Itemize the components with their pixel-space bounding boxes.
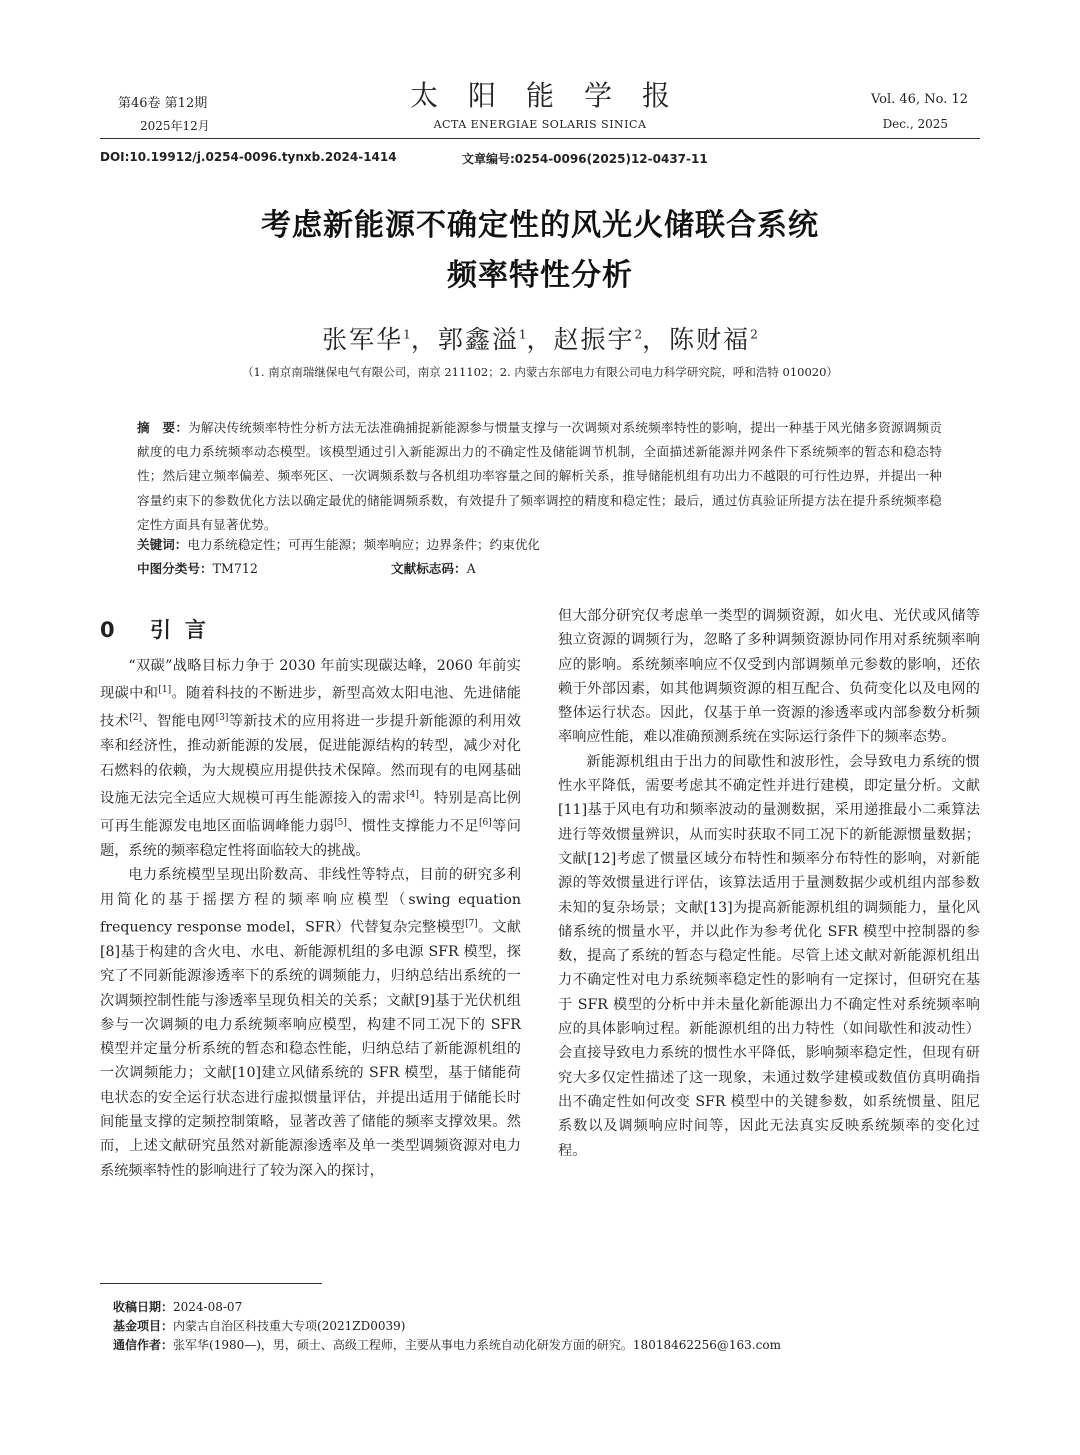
footnote-corresponding-author: 通信作者：张军华(1980—)，男，硕士、高级工程师，主要从事电力系统自动化研发方面的研究。18018462256@163.com [113, 1338, 781, 1352]
header-volume-cn: 第46卷 第12期 [118, 96, 208, 111]
footnote-rule [100, 1283, 322, 1284]
document-code [391, 558, 476, 577]
author: 张军华$^1$ [322, 325, 411, 354]
footnote-received: 收稿日期：2024-08-07 [113, 1300, 243, 1314]
keywords-text: 电力系统稳定性；可再生能源；频率响应；边界条件；约束优化 [187, 537, 540, 552]
citation-ref: [4] [406, 789, 419, 800]
doi: DOI:10.19912/j.0254-0096.tynxb.2024-1414 [100, 150, 397, 164]
citation-ref: [7] [465, 918, 478, 929]
citation-ref: [5] [334, 817, 347, 828]
affiliation: （1. 南京南瑞继保电气有限公司，南京 211102；2. 内蒙古东部电力有限公司电力科学研究院，呼和浩特 010020） [242, 365, 838, 379]
document-code-value: A [466, 561, 476, 576]
citation-ref: [2] [129, 713, 143, 724]
journal-title-cn: 太阳能学报 [409, 79, 700, 112]
classification [137, 558, 258, 577]
section-heading [100, 614, 220, 644]
body-column-right [558, 604, 980, 1163]
abstract-text: 为解决传统频率特性分析方法无法准确捕捉新能源参与惯量支撑与一次调频对系统频率特性的影响，提出一种基于风光储多资源调频贡献度的电力系统频率动态模型。该模型通过引入新能源出力的不确定性及储能调节机制，全面描述新能源并网条件下系统频率的暂态和稳态特性；然后建立频率偏差、频率死区、一次调频系数与各机组功率容量之间的解析关系，推导储能机组有功出力不越限的可行性边界，并提出一种容量约束下的参数优化方法以确定最优的储能调频系数，有效提升了频率调控的精度和稳定性；最后，通过仿真验证所提方法在提升系统频率稳定性方面具有显著优势。 [137, 420, 942, 532]
abstract-label: 摘 要： [137, 420, 189, 435]
body-paragraph [558, 604, 980, 750]
citation-ref: [6] [478, 817, 492, 828]
footnote-fund: 基金项目：内蒙古自治区科技重大专项(2021ZD0039) [113, 1319, 406, 1333]
author: 赵振宇$^2$ [553, 325, 643, 354]
keywords [137, 534, 540, 553]
abstract [137, 416, 942, 537]
document-code-label: 文献标志码： [391, 561, 467, 576]
paragraph-text: 。特别是高比例可再生能源发电地区面临调峰能力弱 [100, 790, 521, 835]
body-paragraph [100, 863, 521, 1183]
header-date-en: Dec., 2025 [882, 117, 948, 131]
body-column-left [100, 654, 521, 1183]
classification-value: TM712 [212, 561, 258, 576]
citation-ref: [3] [215, 713, 229, 724]
keywords-label: 关键词： [137, 537, 188, 552]
author-list: 张军华$^1$，郭鑫溢$^1$，赵振宇$^2$，陈财福$^2$ [322, 325, 758, 354]
paragraph-text: 等问题，系统的频率稳定性将面临较大的挑战。 [100, 818, 521, 860]
journal-title-en: ACTA ENERGIAE SOLARIS SINICA [433, 118, 647, 131]
paragraph-text: 。文献[8]基于构建的含火电、水电、新能源机组的多电源 SFR 模型，探究了不同新能源渗透率下的系统的调频能力，归纳总结出系统的一次调频控制性能与渗透率呈现负相关的关系；文献[9]基于光伏机组参与一次调频的电力系统频率响应模型，构建不同工况下的 SFR 模型并定量分析系统的暂态和稳态性能，归纳总结了新能源机组的一次调频能力；文献[10]建立风储系统的 SFR 模型，基于储能荷电状态的安全运行状态进行虚拟惯量评估，并提出适用于储能长时间能量支撑的定频控制策略，显著改善了储能的频率支撑效果。然而，上述文献研究虽然对新能源渗透率及单一类型调频资源对电力系统频率特性的影响进行了较为深入的探讨， [100, 919, 521, 1179]
paragraph-text: 、惯性支撑能力不足 [346, 818, 479, 835]
article-number: 文章编号:0254-0096(2025)12-0437-11 [462, 152, 708, 166]
paragraph-text: 等新技术的应用将进一步提升新能源的利用效率和经济性，推动新能源的发展，促进能源结构的转型，减少对化石燃料的依赖，为大规模应用提供技术保障。然而现有的电网基础设施无法完全适应大规模可再生能源接入的需求 [100, 714, 521, 807]
paragraph-text: 、智能电网 [142, 714, 216, 731]
paragraph-text: “双碳”战略目标力争于 2030 年前实现碳达峰，2060 年前实现碳中和 [100, 658, 521, 703]
paragraph-text: 但大部分研究仅考虑单一类型的调频资源，如火电、光伏或风储等独立资源的调频行为，忽略了多种调频资源协同作用对系统频率响应的影响。系统频率响应不仅受到内部调频单元参数的影响，还依赖于外部因素，如其他调频资源的相互配合、负荷变化以及电网的整体运行状态。因此，仅基于单一资源的渗透率或内部参数分析频率响应性能，难以准确预测系统在实际运行条件下的频率态势。 [558, 608, 980, 746]
header-rule [100, 138, 980, 139]
section-number: 0 [100, 618, 129, 642]
section-title: 引言 [149, 618, 220, 642]
classification-label: 中图分类号： [137, 561, 213, 576]
paragraph-text: 电力系统模型呈现出阶数高、非线性等特点，目前的研究多利用简化的基于摇摆方程的频率响应模型（swing equation frequency response model，SFR）代替复杂完整模型 [100, 867, 521, 936]
author: 郭鑫溢$^1$ [437, 325, 527, 354]
header-volume-en: Vol. 46, No. 12 [870, 92, 968, 107]
body-paragraph [100, 654, 521, 863]
author: 陈财福$^2$ [669, 325, 758, 354]
paper-title-line1: 考虑新能源不确定性的风光火储联合系统 [261, 208, 819, 243]
paragraph-text: 新能源机组由于出力的间歇性和波形性，会导致电力系统的惯性水平降低，需要考虑其不确定性并进行建模，即定量分析。文献[11]基于风电有功和频率波动的量测数据，采用递推最小二乘算法进行等效惯量辨识，从而实时获取不同工况下的新能源惯量数据；文献[12]考虑了惯量区域分布特性和频率分布特性的影响，对新能源的等效惯量进行评估，该算法适用于量测数据少或机组内部参数未知的复杂场景；文献[13]为提高新能源机组的调频能力，量化风储系统的惯量水平，并以此作为参考优化 SFR 模型中控制器的参数，提高了系统的暂态与稳定性能。尽管上述文献对新能源机组出力不确定性对电力系统频率稳定性的影响有一定探讨，但研究在基于 SFR 模型的分析中并未量化新能源出力不确定性对系统频率响应的具体影响过程。新能源机组的出力特性（如间歇性和波动性）会直接导致电力系统的惯性水平降低，影响频率稳定性，但现有研究大多仅定性描述了这一现象，未通过数学建模或数值仿真明确指出不确定性如何改变 SFR 模型中的关键参数，如系统惯量、阻尼系数以及调频响应时间等，因此无法真实反映系统频率的变化过程。 [558, 753, 980, 1159]
paragraph-text: 。随着科技的不断进步，新型高效太阳电池、先进储能技术 [100, 686, 521, 731]
citation-ref: [1] [158, 685, 172, 696]
paper-title-line2: 频率特性分析 [447, 258, 633, 293]
header-date-cn: 2025年12月 [140, 119, 210, 133]
body-paragraph [558, 750, 980, 1163]
